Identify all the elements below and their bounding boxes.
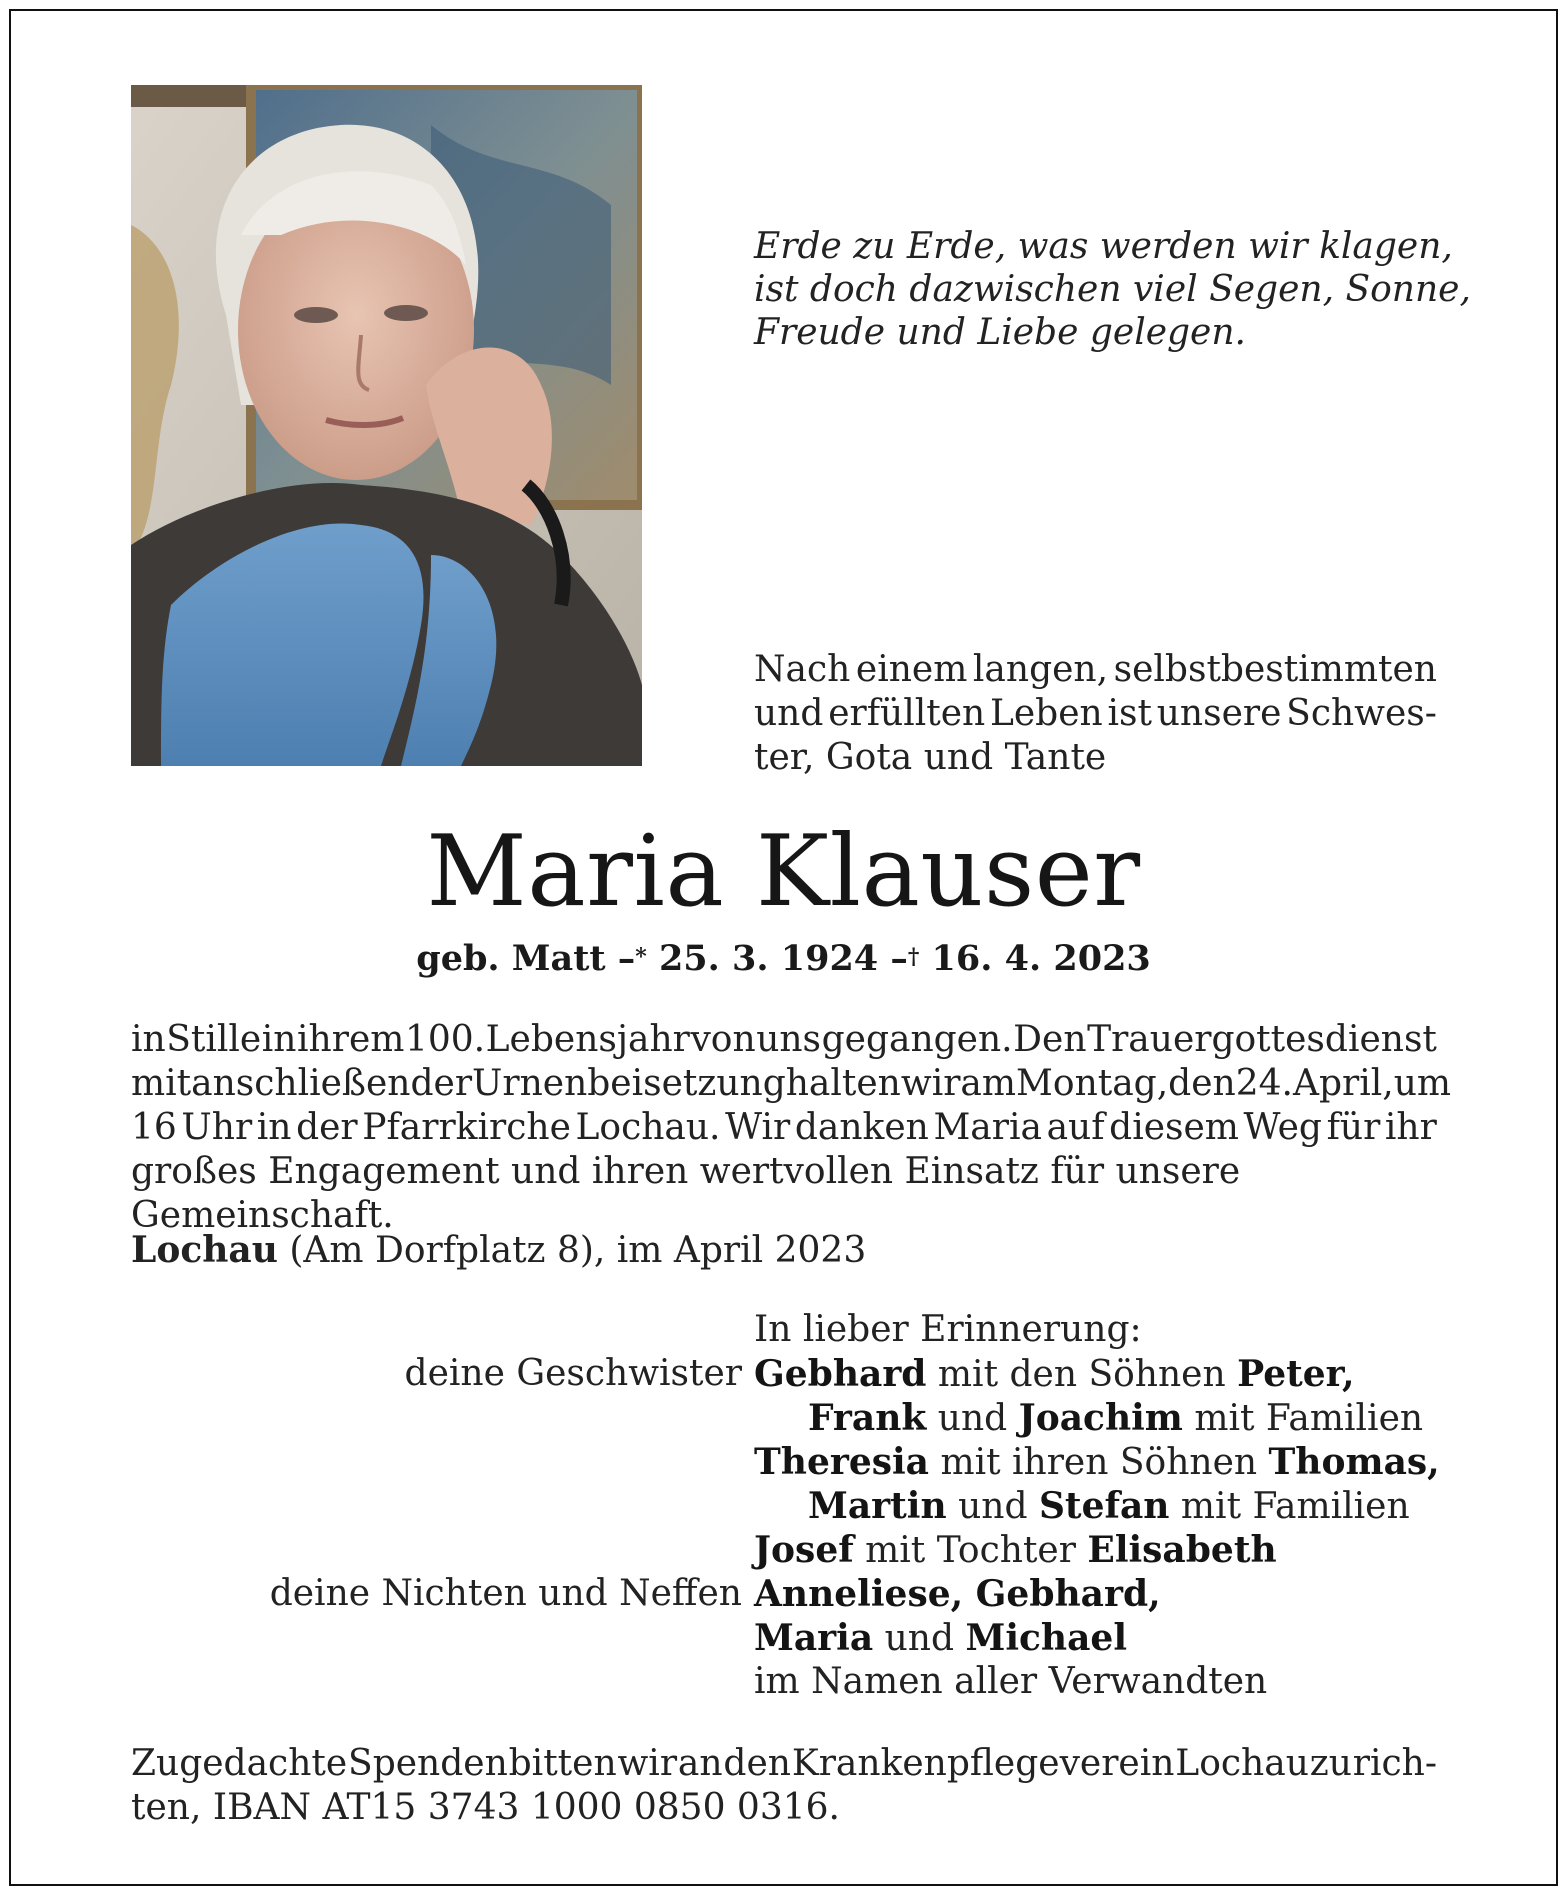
word: in [256,1107,292,1148]
intro-word: einem [855,649,968,690]
mourner-line [754,1440,1440,1485]
mourner-name: Thomas, [1268,1441,1440,1483]
word: Spenden [348,1743,508,1784]
birth-symbol: * [635,944,647,970]
word: auf [1046,1107,1105,1148]
word: Krankenpflegeverein [791,1743,1175,1784]
mourner-name: Anneliese, Gebhard, [754,1573,1161,1615]
mourner-name: Martin [808,1485,947,1527]
intro-word: langen, [972,649,1109,690]
word: Montag, [1016,1063,1169,1104]
mourner-text: mit den Söhnen [926,1354,1238,1395]
mourner-text: mit Tochter [853,1530,1088,1571]
mourner-name: Maria [754,1617,874,1659]
portrait-photo [131,85,642,766]
intro-word: Nach [754,649,851,690]
mourner-line [808,1396,1423,1441]
word: von [690,1019,756,1060]
mourner-name: Stefan [1038,1485,1170,1527]
word: ihrem [297,1019,405,1060]
mourner-line [754,1352,1355,1397]
donation-line: ten, IBAN AT15 3743 1000 0850 0316. [131,1787,840,1828]
word: halten [785,1063,901,1104]
intro-word: Schwes- [1286,693,1437,734]
word: wir [617,1743,678,1784]
word: Trauergottesdienst [1087,1019,1437,1060]
word: ihr [1384,1107,1437,1148]
mourner-line [754,1616,1127,1661]
word: 16 [131,1107,177,1148]
mourner-line [754,1572,1161,1617]
place-date [131,1228,866,1273]
intro-word: erfüllten [828,693,986,734]
word: am [960,1063,1017,1104]
poem-line: ist doch dazwischen viel Segen, Sonne, [754,269,1471,310]
word: Lochau. [575,1107,721,1148]
death-date: 16. 4. 2023 [919,938,1151,979]
mourner-text: und [926,1398,1019,1439]
mourner-line [754,1528,1277,1573]
word: bitten [508,1743,617,1784]
mourner-text: und [946,1486,1039,1527]
mourner-text: mit ihren Söhnen [929,1442,1269,1483]
intro-line [754,648,1437,692]
mourner-text: und [873,1618,966,1659]
place-rest: (Am Dorfplatz 8), im April 2023 [277,1230,867,1271]
mourner-text: mit Familien [1182,1398,1424,1439]
birth-date: 25. 3. 1924 – [646,938,908,979]
mourners-heading: In lieber Erinnerung: [754,1309,1142,1350]
life-dates [0,937,1567,981]
death-symbol: † [907,944,920,970]
body-line [131,1062,1452,1106]
donation-note [131,1742,1437,1830]
maiden-name: geb. Matt – [416,938,636,979]
word: der [296,1107,358,1148]
mourner-line [808,1484,1410,1529]
intro-word: selbstbestimmten [1113,649,1437,690]
intro-word: ist [1107,693,1152,734]
word: April, [1292,1063,1394,1104]
word: Lebensjahr [485,1019,690,1060]
body-line [131,1018,1437,1062]
place-town: Lochau [131,1229,278,1271]
poem-line: Freude und Liebe gelegen. [754,312,1246,353]
donation-line [131,1742,1437,1786]
deceased-name: Maria Klauser [426,815,1141,929]
word: danken [794,1107,929,1148]
poem [754,225,1471,354]
mourner-name: Josef [754,1529,854,1571]
mourner-text: mit Familien [1169,1486,1410,1527]
mourner-name: Gebhard [754,1353,927,1395]
nieces-label: deine Nichten und Neffen [269,1573,742,1614]
word: uns [756,1019,822,1060]
announcement-text [131,1018,1452,1238]
intro-word: unsere [1156,693,1282,734]
word: wir [900,1063,961,1104]
word: den [723,1743,791,1784]
intro-line [754,692,1437,736]
mourner-line: im Namen aller Verwandten [754,1661,1268,1702]
mourner-name: Peter, [1237,1353,1355,1395]
word: Pfarrkirche [362,1107,571,1148]
word: Urnenbeisetzung [472,1063,786,1104]
intro-word: und [754,693,824,734]
word: an [677,1743,723,1784]
poem-line: Erde zu Erde, was werden wir klagen, [754,226,1453,267]
word: gegangen. [821,1019,1013,1060]
word: Stille [166,1019,262,1060]
word: Wir [725,1107,791,1148]
intro-line: ter, Gota und Tante [754,737,1107,778]
body-line [131,1106,1437,1150]
word: anschließender [191,1063,473,1104]
word: diesem [1109,1107,1239,1148]
mourner-name: Frank [808,1397,927,1439]
word: Lochau [1175,1743,1309,1784]
word: Zugedachte [131,1743,348,1784]
body-line: großes Engagement und ihren wertvollen Einsatz für unsere Gemeinschaft. [131,1151,1241,1236]
word: in [131,1019,166,1060]
word: Uhr [181,1107,253,1148]
mourner-name: Theresia [754,1441,930,1483]
word: Den [1013,1019,1087,1060]
word: 100. [404,1019,486,1060]
word: zu [1309,1743,1352,1784]
word: den [1168,1063,1236,1104]
word: 24. [1235,1063,1293,1104]
mourner-name: Joachim [1018,1397,1183,1439]
word: rich- [1352,1743,1437,1784]
word: in [261,1019,297,1060]
word: mit [131,1063,192,1104]
word: Weg [1243,1107,1322,1148]
intro-word: Leben [989,693,1103,734]
word: um [1393,1063,1452,1104]
siblings-label: deine Geschwister [404,1353,742,1394]
intro-text [754,648,1437,780]
mourner-name: Elisabeth [1087,1529,1277,1571]
word: für [1326,1107,1381,1148]
mourner-name: Michael [965,1617,1127,1659]
word: Maria [933,1107,1042,1148]
